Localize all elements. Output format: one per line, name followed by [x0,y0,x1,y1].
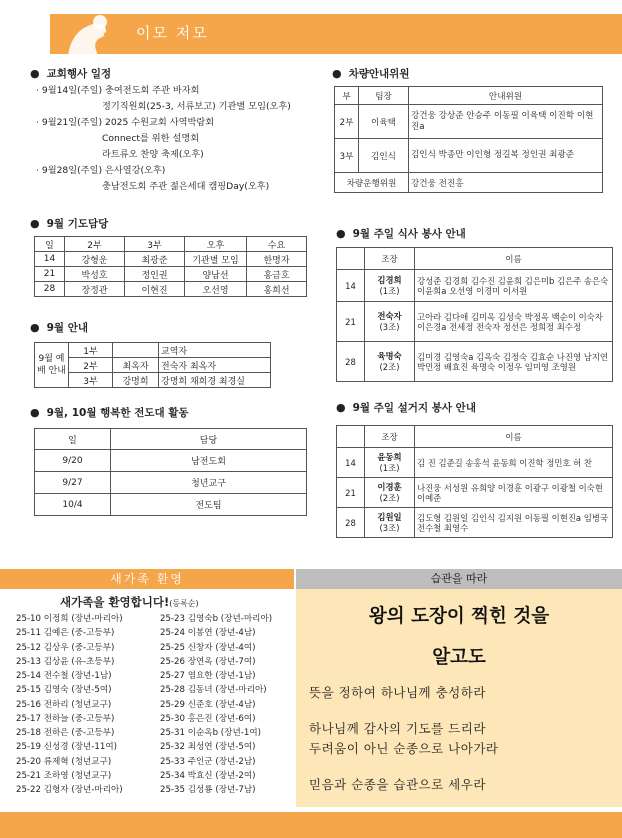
vehicle-heading: ● 차량안내위원 [332,66,409,81]
cell: 2부 [69,358,113,373]
col-header: 수요 [247,237,307,252]
list-item: 25-23 김영숙b (장년-마리아) [160,614,273,624]
team: (1조) [379,462,400,473]
evangelism-heading: ● 9월, 10월 행복한 전도대 활동 [30,405,189,420]
cell: 강성준 김경희 김수진 김윤희 김은미b 김은주 송은숙 이윤희a 오선영 이경미 이서원 [415,270,613,302]
cell: 강건웅 전진홍 [409,173,603,193]
guide-heading: ● 9월 안내 [30,320,88,335]
prayer-heading: ● 9월 기도담당 [30,216,108,231]
cell: 14 [337,270,365,302]
cell: 김 진 김준길 송홍석 윤동희 이진학 정민호 허 찬 [415,448,613,478]
col-header: 오후 [185,237,247,252]
cell: 이육택 [359,105,409,139]
list-item: 25-24 이봉연 (장년-4남) [160,628,256,639]
header [0,0,622,56]
leader-name: 전숙자 [377,310,402,321]
list-item: 25-30 홍은진 (장년-6여) [160,713,256,724]
leader-cell [365,270,415,302]
list-item: 25-25 신창자 (장년-4여) [160,642,256,653]
habit-line: 뜻을 정하여 하나님께 충성하라 [309,685,486,700]
habit-line: 두려움이 아닌 순종으로 나아가라 [309,741,499,756]
event-item: · 9월21일(주일) 2025 수원교회 사역박람회 [36,117,215,128]
event-sub: 라트류오 찬양 축제(오후) [102,149,204,160]
guide-table [34,342,271,388]
col-header: 이름 [415,426,613,448]
event-item: · 9월28일(주일) 은사열강(오후) [36,165,166,176]
table-row [337,478,613,508]
col-header: 부 [335,87,359,105]
leader-cell [365,478,415,508]
cell: 강형운 [65,252,125,267]
table-row [35,252,307,267]
table-header-row [35,429,307,450]
cell: 최옥자 [113,358,159,373]
cell: 9/20 [35,450,111,472]
list-item: 25-26 장연옥 (장년-7여) [160,656,256,667]
newcomers-title: 새가족을 환영합니다!(등록순) [60,595,199,609]
col-header: 2부 [65,237,125,252]
cell: 2부 [335,105,359,139]
guide-label: 9월 예배 안내 [35,343,69,388]
list-item: 25-11 김예은 (중-고등부) [16,628,115,639]
team: (2조) [379,492,400,503]
team: (3조) [379,522,400,533]
table-row [335,173,603,193]
cell: 21 [337,302,365,342]
leader-cell [365,342,415,382]
event-sub: Connect를 위한 설명회 [102,133,200,144]
cell: 9/27 [35,472,111,494]
cell: 강명희 [113,373,159,388]
cell: 양남선 [185,267,247,282]
cell: 21 [35,267,65,282]
cell: 28 [35,282,65,297]
cell: 홍희선 [247,282,307,297]
evangelism-table [34,428,307,516]
meal-table [336,247,613,382]
cell: 박성호 [65,267,125,282]
cell: 10/4 [35,494,111,516]
list-item: 25-17 전하늘 (중-고등부) [16,713,115,724]
cell: 홍금호 [247,267,307,282]
cell: 28 [337,342,365,382]
list-item: 25-12 김상우 (중-고등부) [16,642,115,653]
col-header [337,426,365,448]
table-row [337,342,613,382]
team: (2조) [379,361,400,372]
table-row [335,105,603,139]
praying-figure-icon [60,10,130,58]
cell: 강건웅 강상준 안승주 이동필 이육택 이진학 이현진a [409,105,603,139]
col-header: 일 [35,237,65,252]
vehicle-table [334,86,603,193]
table-row [335,139,603,173]
table-row [35,282,307,297]
col-header: 조장 [365,248,415,270]
cell: 전숙자 최옥자 [159,358,271,373]
event-sub: 충남전도회 주관 젊은세대 캠핑Day(오후) [102,181,270,192]
cell: 3부 [69,373,113,388]
newcomers-left-list [16,612,123,797]
list-item: 25-29 신준호 (장년-4남) [160,699,256,710]
leader-name: 이경훈 [377,481,402,492]
meal-heading: ● 9월 주일 식사 봉사 안내 [336,226,466,241]
habit-line: 믿음과 순종을 습관으로 세우라 [309,777,486,792]
habit-headline: 왕의 도장이 찍힌 것을 [368,606,550,627]
table-row [35,373,271,388]
list-item: 25-27 염요한 (장년-1남) [160,671,256,681]
cell: 1부 [69,343,113,358]
list-item: 25-28 김동녀 (장년-마리아) [160,685,267,696]
dish-heading: ● 9월 주일 설거지 봉사 안내 [336,400,476,415]
newcomers-note: (등록순) [169,599,199,608]
table-row [337,448,613,478]
leader-cell [365,508,415,538]
cell: 이현진 [125,282,185,297]
list-item: 25-35 김성룡 (장년-7남) [160,785,256,795]
cell: 김인식 [359,139,409,173]
team: (1조) [379,285,400,296]
cell: 교역자 [159,343,271,358]
list-item: 25-10 이정희 (장년-마리아) [16,614,123,624]
col-header: 조장 [365,426,415,448]
cell: 장정관 [65,282,125,297]
cell: 14 [337,448,365,478]
list-item: 25-14 전수철 (장년-1남) [16,671,112,681]
list-item: 25-15 김영숙 (장년-5여) [16,685,112,696]
list-item: 25-19 신성경 (장년-11여) [16,742,117,753]
list-item: 25-13 김상윤 (유-초등부) [16,656,115,667]
table-row [35,494,307,516]
table-row [35,472,307,494]
cell: 21 [337,478,365,508]
footer-band [0,812,622,838]
cell: 김도형 김원일 김인식 김지원 이동필 이현진a 임병국 전수철 최영수 [415,508,613,538]
col-header [337,248,365,270]
cell [113,343,159,358]
team: (3조) [379,321,400,332]
list-item: 25-34 박효신 (장년-2여) [160,770,256,781]
cell: 김미경 김영숙a 김옥숙 김정숙 김효순 나진영 남지연 박민정 배효진 육명숙 이정우 임미영 조영원 [415,342,613,382]
list-item: 25-20 류제혁 (청년교구) [16,756,112,767]
leader-cell [365,302,415,342]
events-list [36,83,291,195]
table-header-row [337,248,613,270]
page-title: 이모 저모 [136,24,209,42]
cell: 남전도회 [111,450,307,472]
col-header: 안내위원 [409,87,603,105]
cell: 차량운행위원 [335,173,409,193]
table-header-row [337,426,613,448]
dish-table [336,425,613,538]
cell: 청년교구 [111,472,307,494]
col-header: 팀장 [359,87,409,105]
table-header-row [35,237,307,252]
cell: 오선영 [185,282,247,297]
table-row [35,267,307,282]
habit-band: 습관을 따라 [296,569,622,589]
table-row [35,450,307,472]
cell: 강명희 채희경 최경실 [159,373,271,388]
table-row [35,358,271,373]
habit-line: 하나님께 감사의 기도를 드리라 [309,721,486,736]
leader-name: 김경희 [377,274,402,285]
leader-name: 육명숙 [377,350,402,361]
cell: 김인식 박종만 이인형 정길복 정인권 최광준 [409,139,603,173]
event-sub: 정기직원회(25-3, 서류보고) 기관별 모임(오후) [102,101,291,112]
col-header: 담당 [111,429,307,450]
list-item: 25-22 김형자 (장년-마리아) [16,785,123,795]
cell: 14 [35,252,65,267]
table-row [337,508,613,538]
habit-headline-2: 알고도 [432,647,486,668]
table-header-row [335,87,603,105]
list-item: 25-31 이순옥b (장년-1여) [160,728,261,738]
list-item: 25-18 전하은 (중-고등부) [16,728,115,738]
cell: 28 [337,508,365,538]
list-item: 25-32 최성연 (장년-5여) [160,742,256,753]
table-row [337,270,613,302]
newcomers-right-list [160,612,272,797]
table-row [35,343,271,358]
cell: 최광준 [125,252,185,267]
list-item: 25-16 전하리 (청년교구) [16,699,112,710]
cell: 정인권 [125,267,185,282]
prayer-table [34,236,307,297]
col-header: 이름 [415,248,613,270]
newcomers-band: 새가족 환영 [0,569,294,589]
events-heading: ● 교회행사 일정 [30,66,111,81]
list-item: 25-21 조하영 (청년교구) [16,770,112,781]
col-header: 3부 [125,237,185,252]
leader-name: 윤동희 [377,451,402,462]
cell: 나진웅 서성원 유희양 이경훈 이광구 이광철 이숙현 이예준 [415,478,613,508]
cell: 한명자 [247,252,307,267]
leader-name: 김원일 [377,511,402,522]
table-row [337,302,613,342]
cell: 기관별 모임 [185,252,247,267]
cell: 전도팀 [111,494,307,516]
event-item: · 9월14일(주일) 충여전도회 주관 바자회 [36,85,200,96]
col-header: 일 [35,429,111,450]
cell: 고아라 김다애 김미옥 김성숙 박정옥 백순이 이숙자 이은경a 전세정 전숙자 정선은 정희정 최수정 [415,302,613,342]
cell: 3부 [335,139,359,173]
list-item: 25-33 주인군 (장년-2남) [160,756,256,767]
leader-cell [365,448,415,478]
